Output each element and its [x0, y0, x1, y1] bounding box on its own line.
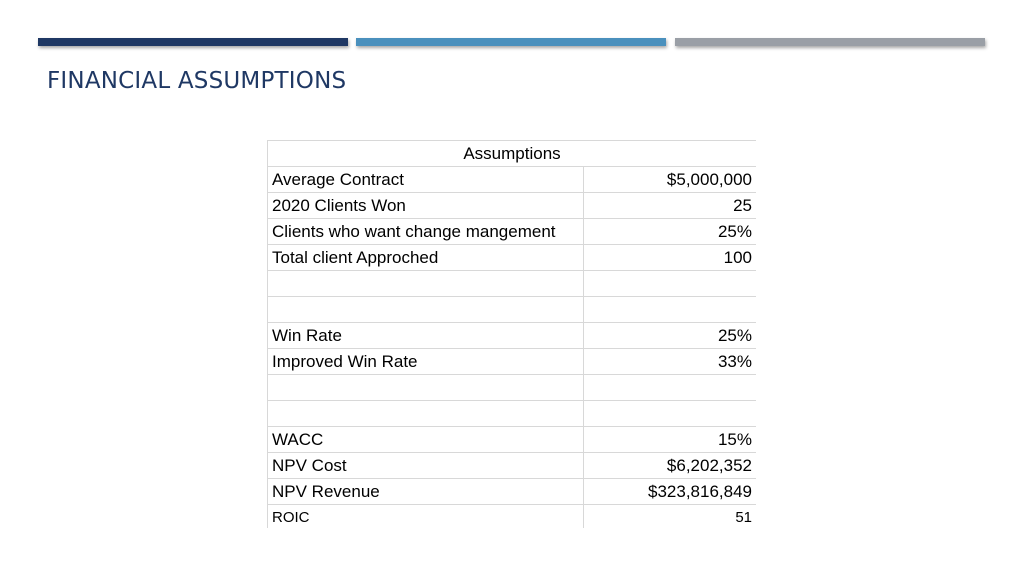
row-value: $5,000,000	[666, 170, 752, 189]
row-value	[584, 375, 756, 400]
row-label: NPV Revenue	[268, 479, 584, 504]
row-value: $323,816,849	[648, 482, 752, 501]
table-row	[268, 505, 756, 528]
row-label: Clients who want change mangement	[268, 219, 584, 244]
row-value	[584, 271, 756, 296]
accent-bar-blue	[356, 38, 666, 46]
row-value	[584, 401, 756, 426]
row-value: 25	[733, 196, 752, 215]
table-row-empty	[268, 271, 756, 297]
row-label: Win Rate	[268, 323, 584, 348]
table-row	[268, 349, 756, 375]
table-row	[268, 219, 756, 245]
table-row-empty	[268, 401, 756, 427]
row-label	[268, 375, 584, 400]
row-label	[268, 401, 584, 426]
row-label: NPV Cost	[268, 453, 584, 478]
row-value: 25%	[717, 326, 752, 345]
row-label: Total client Approched	[268, 245, 584, 270]
row-value: 15%	[717, 430, 752, 449]
table-row	[268, 323, 756, 349]
row-value: 100	[723, 248, 752, 267]
assumptions-table	[267, 140, 756, 528]
row-label: WACC	[268, 427, 584, 452]
row-value: 33%	[717, 352, 752, 371]
row-label	[268, 297, 584, 322]
slide-title: FINANCIAL ASSUMPTIONS	[47, 68, 347, 94]
table-row-empty	[268, 375, 756, 401]
accent-bar-dark	[38, 38, 348, 46]
table-row-empty	[268, 297, 756, 323]
row-value: 51	[735, 509, 752, 526]
table-row	[268, 193, 756, 219]
table-header: Assumptions	[463, 144, 561, 163]
table-row	[268, 167, 756, 193]
table-row	[268, 427, 756, 453]
row-value	[584, 297, 756, 322]
row-value: $6,202,352	[666, 456, 752, 475]
row-label: Improved Win Rate	[268, 349, 584, 374]
accent-bar-gray	[675, 38, 985, 46]
row-label: ROIC	[268, 505, 584, 528]
table-header-row	[268, 141, 756, 167]
row-label: Average Contract	[268, 167, 584, 192]
table-row	[268, 479, 756, 505]
row-value: 25%	[717, 222, 752, 241]
row-label	[268, 271, 584, 296]
table-row	[268, 245, 756, 271]
table-row	[268, 453, 756, 479]
row-label: 2020 Clients Won	[268, 193, 584, 218]
